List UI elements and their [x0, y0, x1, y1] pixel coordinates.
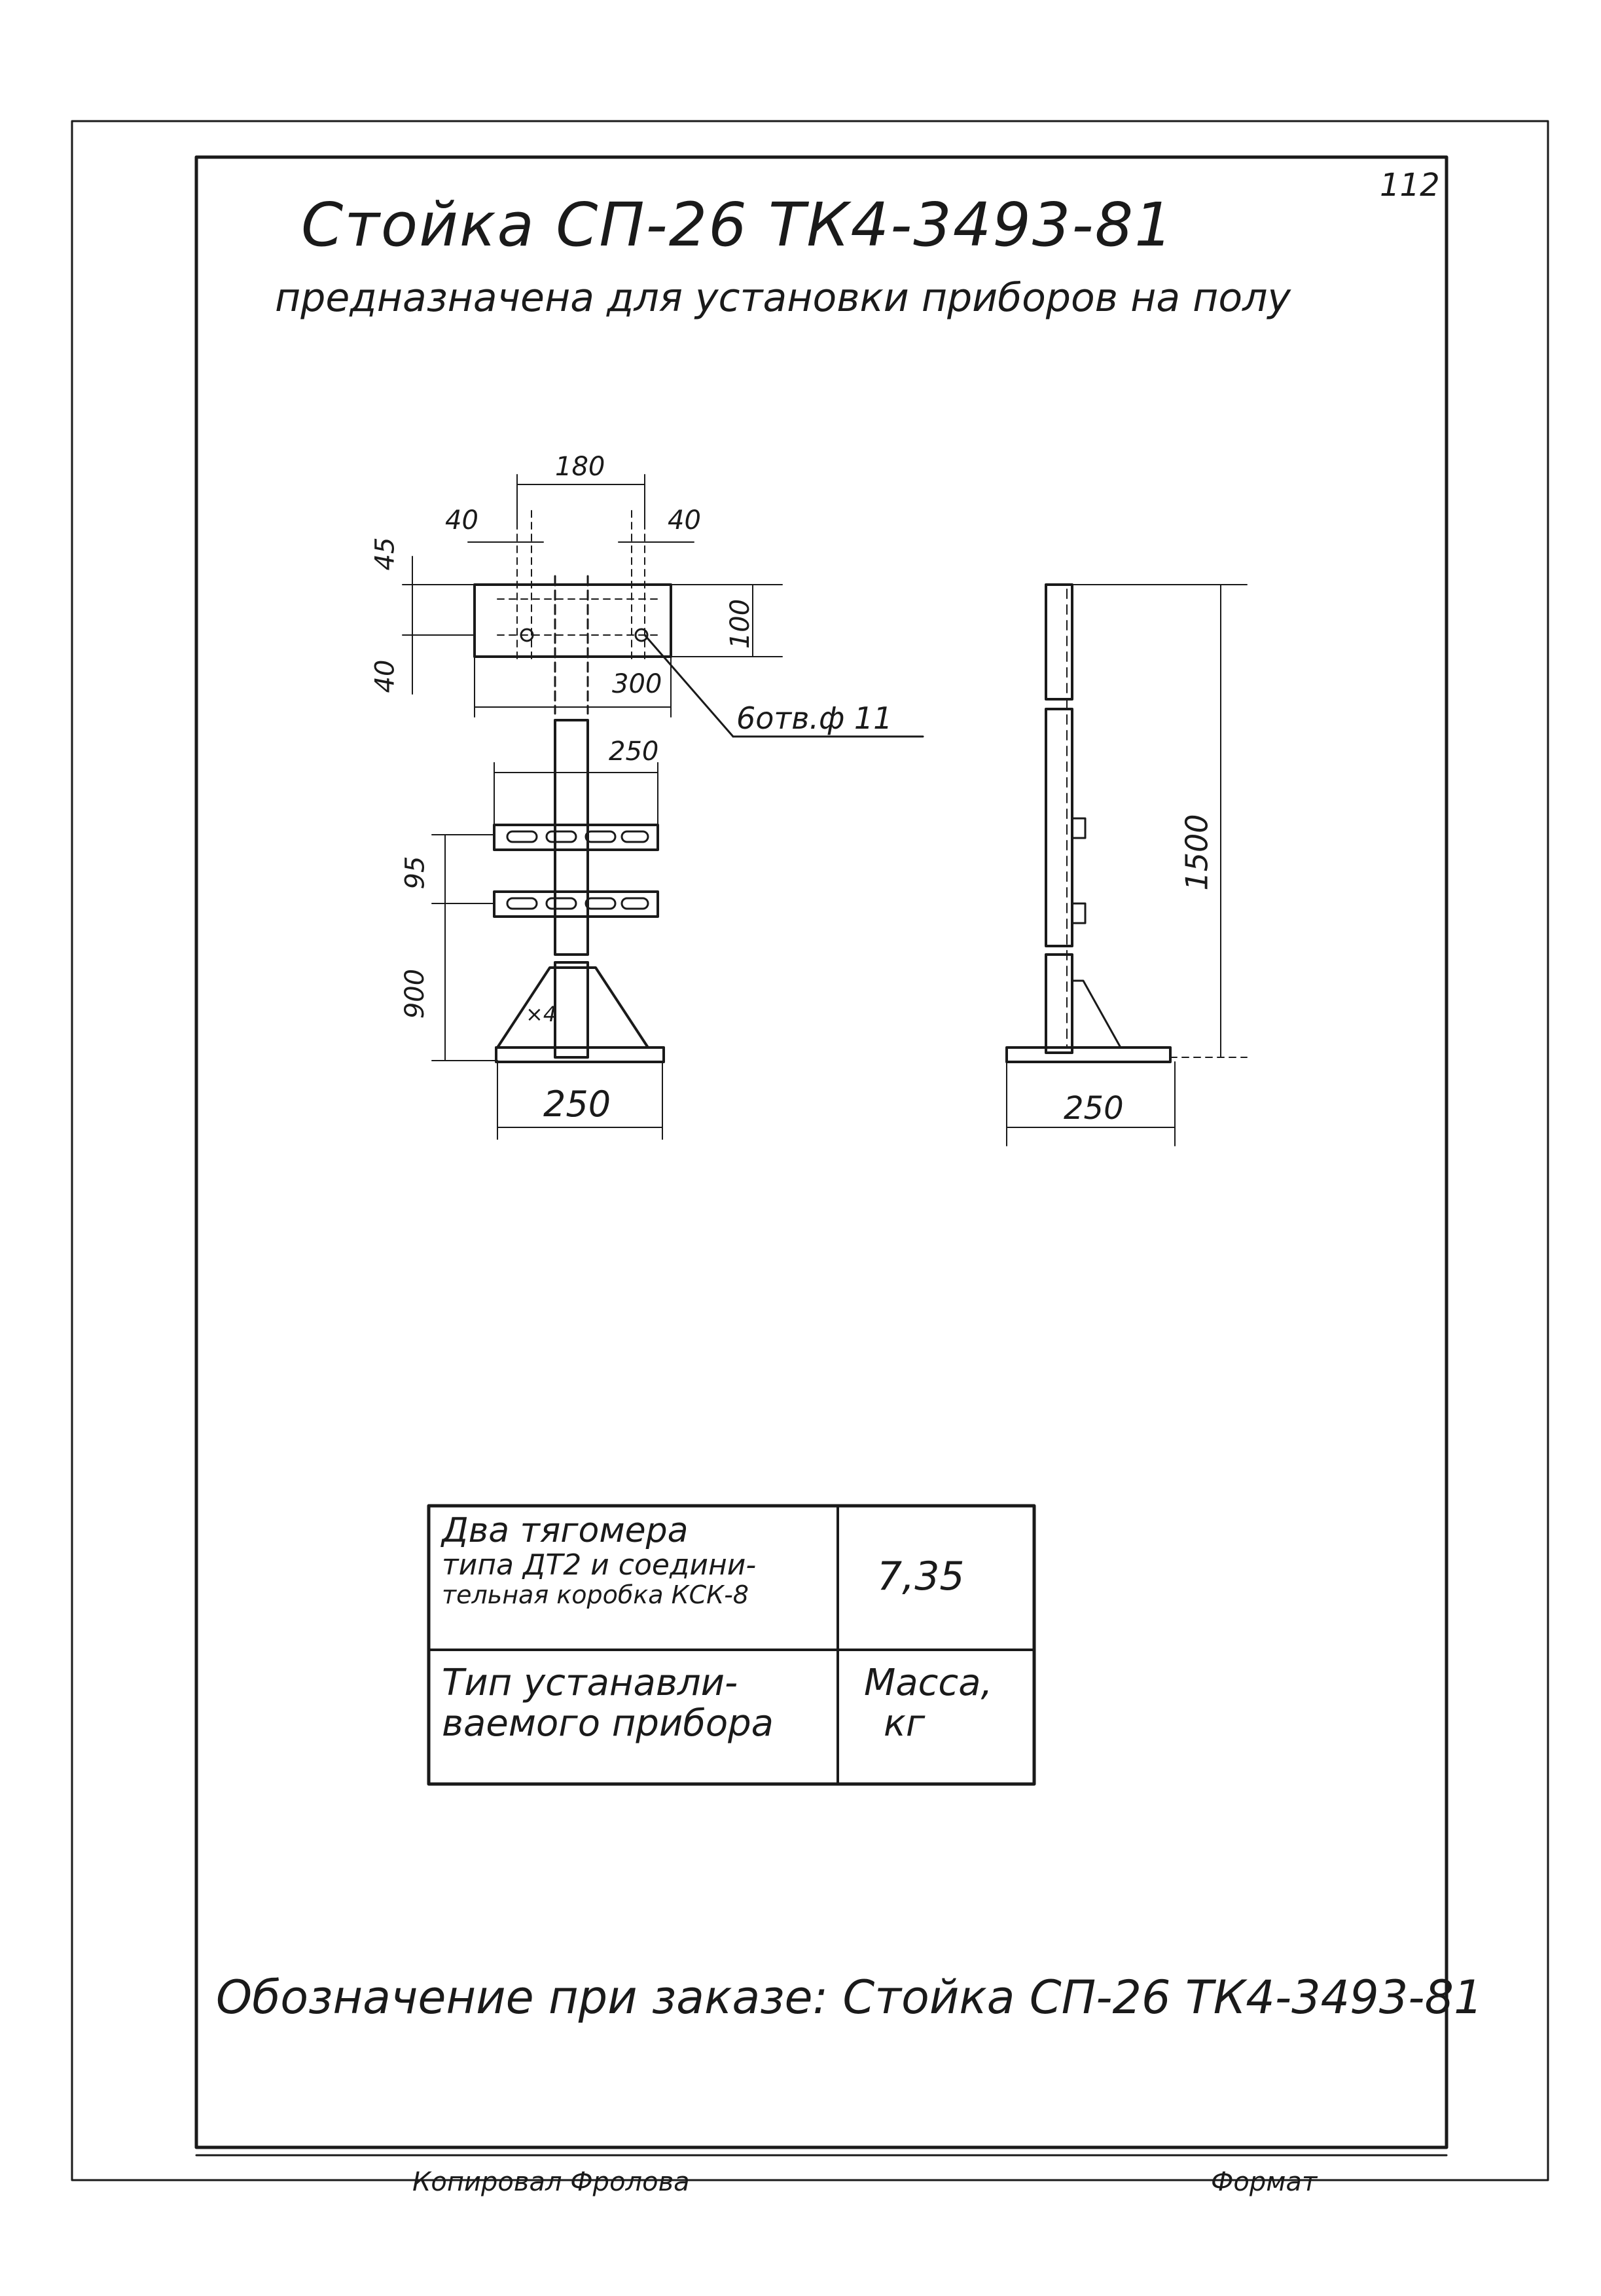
side-post-lower: [1046, 955, 1072, 1053]
inner-border: [196, 157, 1447, 2147]
dim-bracket-height: 900: [400, 968, 431, 1019]
copied-by: Копировал Фролова: [412, 2167, 690, 2197]
front-post-middle: [555, 720, 588, 955]
side-post-middle: [1046, 709, 1072, 946]
front-post-lower: [555, 962, 588, 1057]
drawing-title: Стойка СП-26 ТК4-3493-81: [301, 190, 1174, 260]
dim-plate-height: 100: [725, 598, 756, 649]
outer-border: [72, 121, 1548, 2180]
front-base-gusset: [497, 968, 648, 1048]
dim-side-base-width: 250: [1064, 1090, 1124, 1127]
front-top-plate: [475, 585, 671, 657]
dim-bracket-width: 250: [609, 737, 659, 767]
device-line-3: тельная коробка КСК-8: [442, 1580, 749, 1609]
table-mass-value: 7,35: [877, 1554, 965, 1599]
dim-overall-height: 1500: [1179, 814, 1215, 891]
drawing-subtitle: предназначена для установки приборов на полу: [275, 275, 1291, 321]
dim-holes-callout: 6отв.ф 11: [736, 701, 893, 736]
header-mass-line-1: Масса,: [864, 1662, 993, 1704]
side-base-plate: [1007, 1048, 1170, 1062]
dim-top-width: 180: [555, 452, 605, 482]
dim-bracket-spacing: 95: [400, 856, 431, 890]
front-base-plate: [496, 1048, 664, 1062]
table-header-device: [442, 1663, 774, 1743]
table-header-mass: [864, 1663, 992, 1743]
device-line-1: Два тягомера: [442, 1511, 689, 1550]
device-line-2: типа ДТ2 и соедини-: [442, 1548, 757, 1582]
dim-plate-width: 300: [612, 669, 662, 699]
table-device-cell: [442, 1512, 756, 1609]
page-number: 112: [1380, 167, 1440, 204]
side-post-top: [1046, 585, 1072, 699]
header-mass-line-2: кг: [884, 1702, 926, 1745]
dim-lower-hole-offset: 40: [370, 659, 401, 693]
format-label: Формат: [1211, 2167, 1318, 2197]
dim-top-hole-offset: 45: [370, 537, 401, 571]
order-designation: Обозначение при заказе: Стойка СП-26 ТК4-3493-81: [216, 1971, 1483, 2024]
side-base-gusset: [1072, 981, 1121, 1048]
dim-left-offset: 40: [445, 505, 478, 536]
dim-right-offset: 40: [668, 505, 701, 536]
dim-weld-mark: ×4: [526, 1002, 557, 1027]
dim-front-base-width: 250: [543, 1084, 611, 1125]
header-device-line-2: ваемого прибора: [442, 1702, 774, 1745]
header-device-line-1: Тип устанавли-: [442, 1662, 738, 1704]
